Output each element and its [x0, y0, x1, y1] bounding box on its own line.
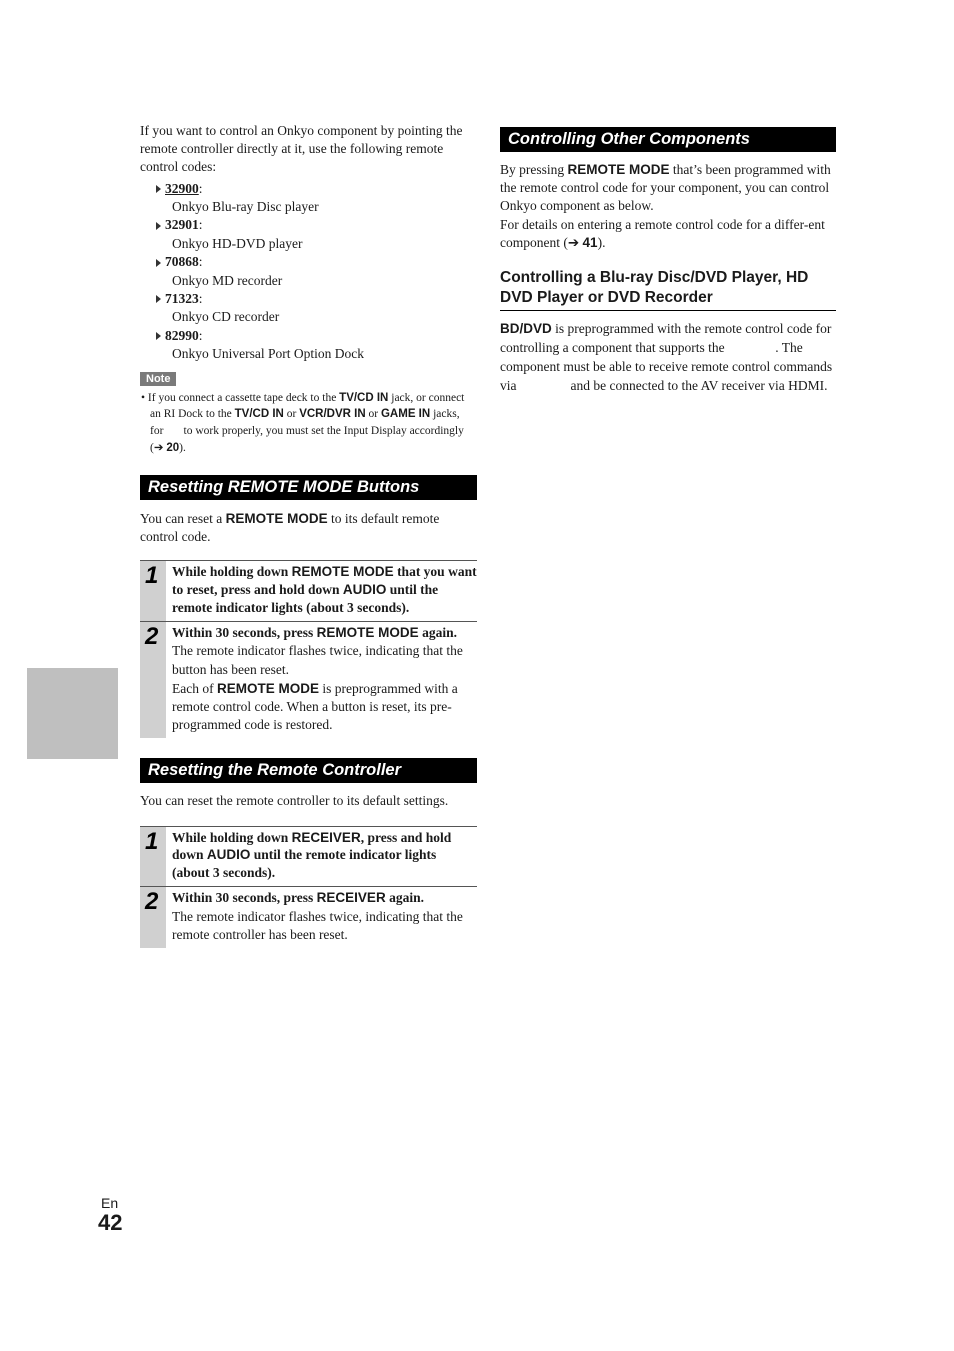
intro-text: If you want to control an Onkyo component by pointing the remote controller directly at it, use the following remote control codes:	[140, 123, 463, 175]
remote-code-list	[140, 180, 477, 364]
code-item: 32901: Onkyo HD-DVD player	[140, 216, 477, 253]
triangle-bullet-icon	[156, 295, 161, 303]
code-description: Onkyo Blu-ray Disc player	[172, 199, 319, 215]
code-item: 32900: Onkyo Blu-ray Disc player	[140, 180, 477, 217]
code-number: 32901	[165, 217, 199, 233]
code-description: Onkyo CD recorder	[172, 309, 280, 325]
right-column	[500, 127, 836, 395]
step-number: 1	[140, 827, 166, 886]
step-1	[140, 560, 477, 620]
code-number: 82990	[165, 327, 199, 343]
step-instruction: Within 30 seconds, press RECEIVER again.	[172, 890, 424, 906]
code-number: 32900	[165, 180, 199, 196]
section-title-other-components: Controlling Other Components	[500, 127, 836, 152]
step-1	[140, 826, 477, 886]
note-text: • If you connect a cassette tape deck to the TV/CD IN jack, or connect an RI Dock to the TV/CD IN or VCR/DVR IN or GAME IN jacks, for to work properly, you must set the Input Display accordingly (➔ 20).	[141, 391, 465, 455]
note-label: Note	[140, 372, 176, 386]
code-description: Onkyo HD-DVD player	[172, 235, 303, 251]
step-2	[140, 621, 477, 739]
code-number: 70868	[165, 254, 199, 270]
page-number-value: 42	[98, 1210, 123, 1235]
triangle-bullet-icon	[156, 332, 161, 340]
step-detail: The remote indicator flashes twice, indicating that the remote controller has been reset.	[172, 908, 463, 943]
step-number: 2	[140, 887, 166, 948]
other-intro: By pressing REMOTE MODE that’s been programmed with the remote control code for your component, you can control Onkyo component as below.	[500, 162, 831, 214]
code-item: 70868: Onkyo MD recorder	[140, 253, 477, 290]
triangle-bullet-icon	[156, 185, 161, 193]
language-label: En	[101, 1195, 119, 1211]
reset-buttons-intro: You can reset a REMOTE MODE to its default remote control code.	[140, 510, 440, 545]
bd-dvd-description: BD/DVD is preprogrammed with the remote control code for controlling a component that supports the . The component must be able to receive remote control commands via and be connected to the AV receiver via HDMI.	[500, 321, 833, 394]
triangle-bullet-icon	[156, 222, 161, 230]
step-instruction: While holding down RECEIVER, press and hold down AUDIO until the remote indicator lights (about 3 seconds).	[172, 829, 452, 881]
section-title-reset-remote: Resetting the Remote Controller	[140, 758, 477, 783]
page-number	[98, 1195, 122, 1235]
code-description: Onkyo Universal Port Option Dock	[172, 346, 364, 362]
page-reference: 41	[582, 234, 598, 250]
step-instruction: Within 30 seconds, press REMOTE MODE again.	[172, 624, 457, 640]
step-number: 2	[140, 622, 166, 739]
step-2	[140, 886, 477, 948]
page-reference: 20	[166, 442, 180, 455]
section-side-tab	[27, 668, 118, 759]
code-item: 71323: Onkyo CD recorder	[140, 290, 477, 327]
subsection-title: Controlling a Blu-ray Disc/DVD Player, HD DVD Player or DVD Recorder	[500, 268, 836, 311]
left-column	[140, 122, 477, 948]
code-description: Onkyo MD recorder	[172, 272, 283, 288]
code-number: 71323	[165, 291, 199, 307]
triangle-bullet-icon	[156, 259, 161, 267]
section-title-reset-buttons: Resetting REMOTE MODE Buttons	[140, 475, 477, 500]
reset-remote-intro: You can reset the remote controller to its default settings.	[140, 793, 449, 809]
step-detail: Each of REMOTE MODE is preprogrammed with a remote control code. When a button is reset, its pre-programmed code is restored.	[172, 680, 458, 733]
other-details: For details on entering a remote control code for a differ-ent component (➔ 41).	[500, 216, 825, 250]
step-instruction: While holding down REMOTE MODE that you want to reset, press and hold down AUDIO until the remote indicator lights (about 3 seconds).	[172, 564, 477, 615]
step-detail: The remote indicator flashes twice, indicating that the button has been reset.	[172, 643, 463, 677]
code-item: 82990: Onkyo Universal Port Option Dock	[140, 327, 477, 364]
step-number: 1	[140, 561, 166, 620]
